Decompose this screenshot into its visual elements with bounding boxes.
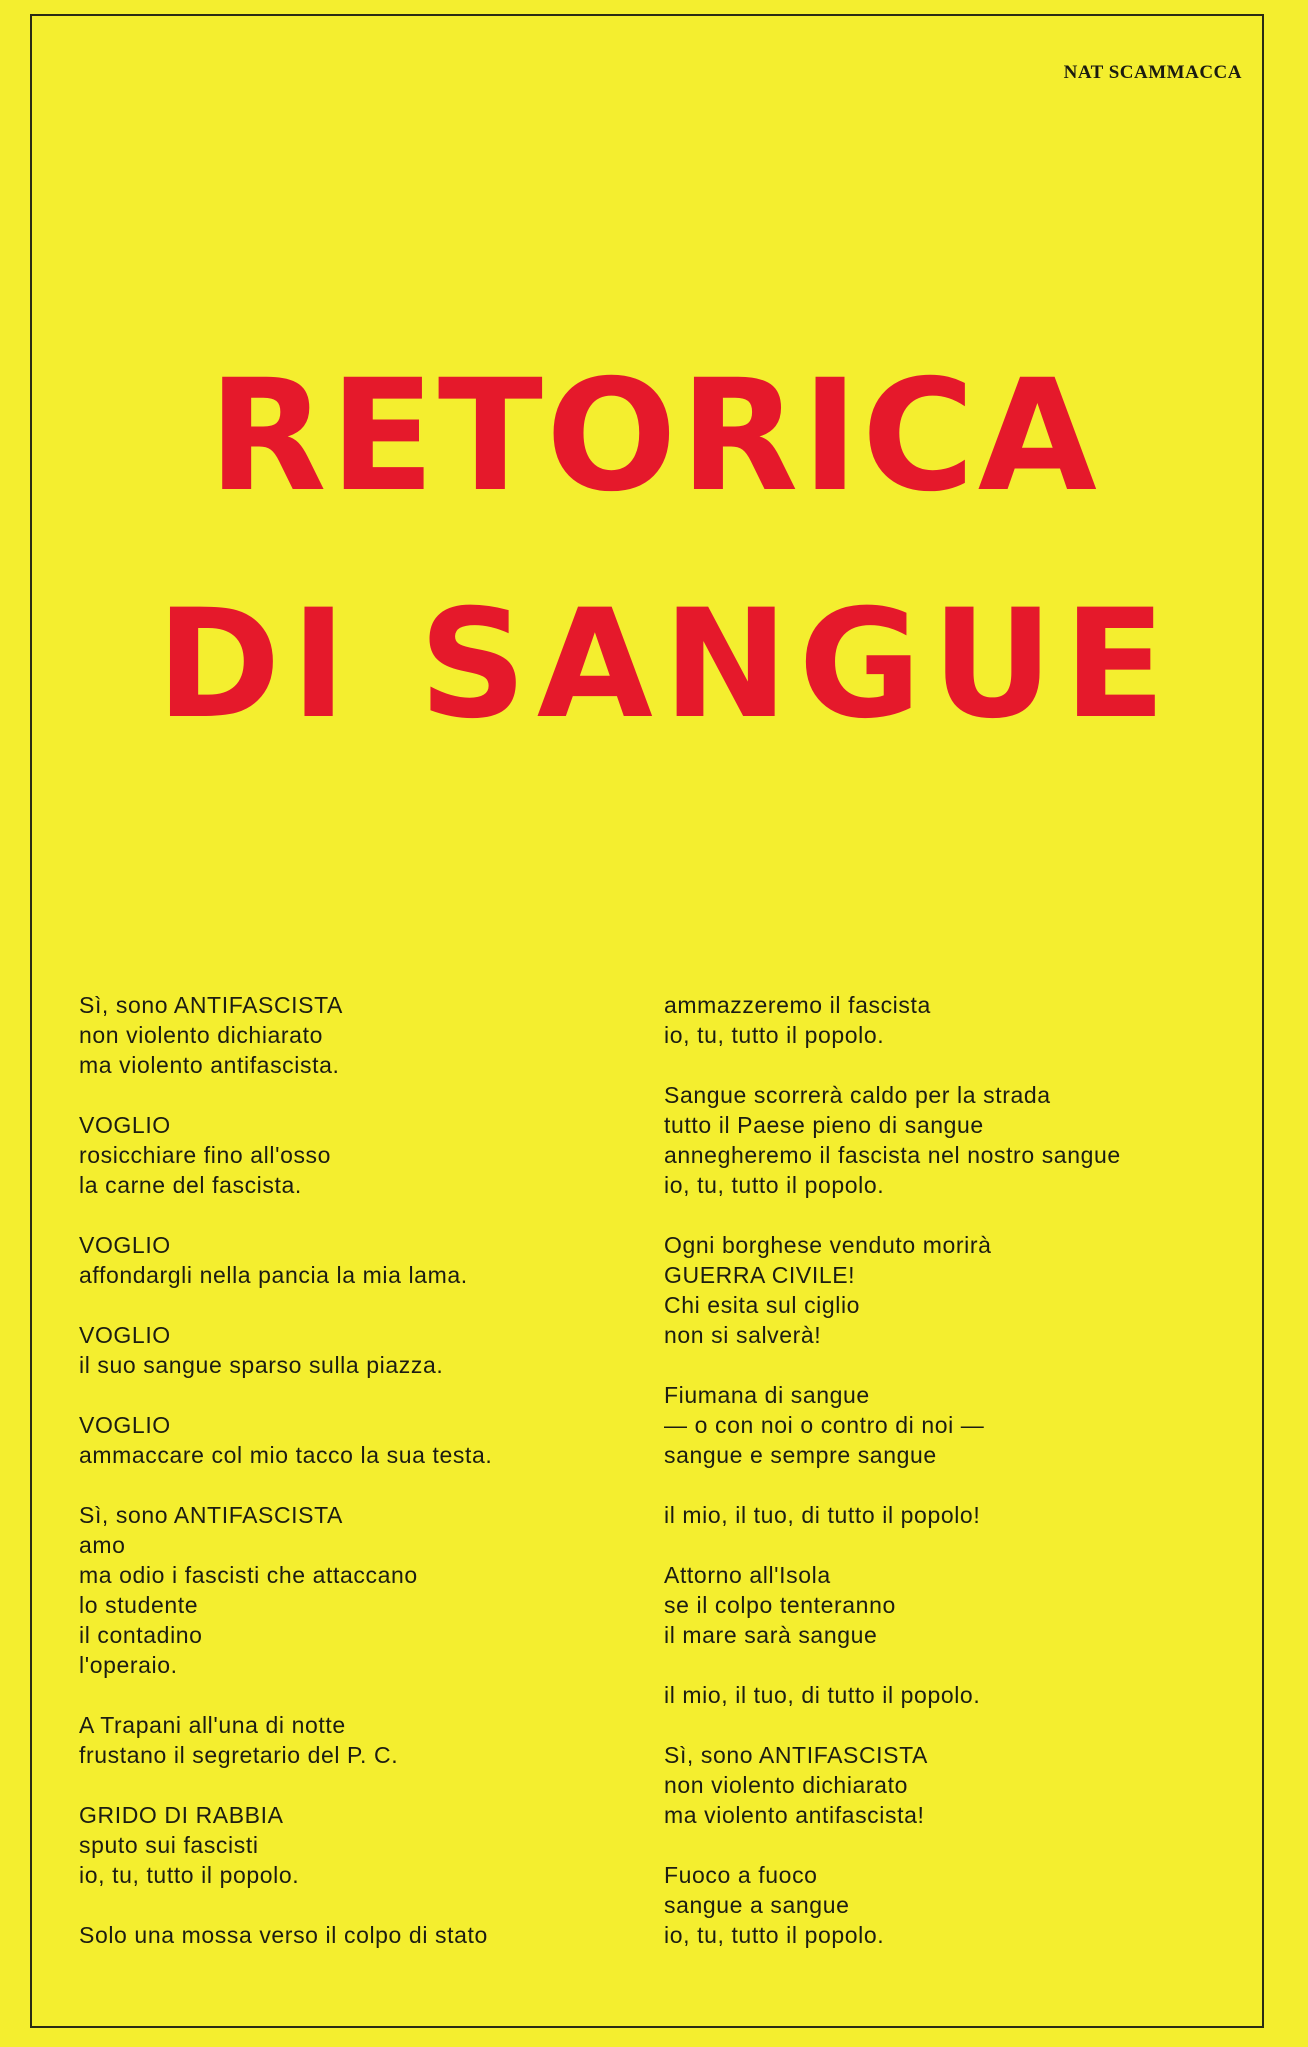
poem-line: tutto il Paese pieno di sangue — [664, 1112, 984, 1138]
poem-line: Sangue scorrerà caldo per la strada — [664, 1082, 1051, 1108]
poem-line: se il colpo tenteranno — [664, 1592, 896, 1618]
poem-line: il mio, il tuo, di tutto il popolo! — [664, 1502, 981, 1528]
poem-line: il mio, il tuo, di tutto il popolo. — [664, 1682, 981, 1708]
poem-line: non si salverà! — [664, 1322, 822, 1348]
poem-stanza — [664, 1680, 1254, 1710]
poem-line: il suo sangue sparso sulla piazza. — [79, 1352, 444, 1378]
poem-line: Ogni borghese venduto morirà — [664, 1232, 992, 1258]
title-line-2: DI SANGUE — [156, 578, 1176, 752]
poem-line: ma violento antifascista! — [664, 1802, 925, 1828]
poem-line: Sì, sono ANTIFASCISTA — [664, 1742, 928, 1768]
poem-column-right — [664, 990, 1254, 1980]
title-line-1: RETORICA — [208, 347, 1100, 526]
poem-stanza — [664, 1860, 1254, 1950]
poem-line: Fiumana di sangue — [664, 1382, 870, 1408]
poem-line: io, tu, tutto il popolo. — [664, 1022, 885, 1048]
poem-column-left — [79, 990, 669, 1980]
poem-stanza — [79, 1230, 669, 1290]
poem-stanza — [79, 1800, 669, 1890]
poem-line: la carne del fascista. — [79, 1172, 302, 1198]
poem-line: A Trapani all'una di notte — [79, 1712, 346, 1738]
poem-line: sangue a sangue — [664, 1892, 850, 1918]
poem-line: ammazzeremo il fascista — [664, 992, 931, 1018]
poem-line: io, tu, tutto il popolo. — [664, 1922, 885, 1948]
poem-line: VOGLIO — [79, 1322, 171, 1348]
poem-stanza — [664, 1500, 1254, 1530]
poem-line: ma odio i fascisti che attaccano — [79, 1562, 418, 1588]
poem-line: GUERRA CIVILE! — [664, 1262, 856, 1288]
author-name: NAT SCAMMACCA — [1063, 62, 1242, 83]
poem-stanza — [79, 1110, 669, 1200]
poem-line: rosicchiare fino all'osso — [79, 1142, 332, 1168]
poem-line: il mare sarà sangue — [664, 1622, 878, 1648]
poem-line: amo — [79, 1532, 126, 1558]
poem-line: l'operaio. — [79, 1652, 178, 1678]
poem-line: sputo sui fascisti — [79, 1832, 259, 1858]
poem-stanza — [664, 1560, 1254, 1650]
poem-stanza — [79, 1320, 669, 1380]
poem-line: Fuoco a fuoco — [664, 1862, 818, 1888]
poem-line: sangue e sempre sangue — [664, 1442, 937, 1468]
poem-stanza — [664, 1380, 1254, 1470]
poem-line: VOGLIO — [79, 1412, 171, 1438]
poem-line: Attorno all'Isola — [664, 1562, 831, 1588]
poem-stanza — [79, 990, 669, 1080]
poem-line: ammaccare col mio tacco la sua testa. — [79, 1442, 493, 1468]
poem-line: VOGLIO — [79, 1232, 171, 1258]
poem-line: Solo una mossa verso il colpo di stato — [79, 1922, 488, 1948]
poem-line: io, tu, tutto il popolo. — [79, 1862, 300, 1888]
poem-line: lo studente — [79, 1592, 199, 1618]
poem-stanza — [79, 1500, 669, 1680]
poem-line: Chi esita sul ciglio — [664, 1292, 861, 1318]
poem-line: — o con noi o contro di noi — — [664, 1412, 985, 1438]
poem-line: GRIDO DI RABBIA — [79, 1802, 284, 1828]
poem-line: non violento dichiarato — [79, 1022, 323, 1048]
poem-line: il contadino — [79, 1622, 203, 1648]
poem-stanza — [664, 990, 1254, 1050]
poem-line: non violento dichiarato — [664, 1772, 908, 1798]
poem-stanza — [664, 1080, 1254, 1200]
poem-line: frustano il segretario del P. C. — [79, 1742, 399, 1768]
poem-line: Sì, sono ANTIFASCISTA — [79, 1502, 343, 1528]
poem-line: affondargli nella pancia la mia lama. — [79, 1262, 468, 1288]
poem-line: Sì, sono ANTIFASCISTA — [79, 992, 343, 1018]
poem-line: io, tu, tutto il popolo. — [664, 1172, 885, 1198]
poem-stanza — [79, 1920, 669, 1950]
poem-stanza — [664, 1230, 1254, 1350]
poem-stanza — [664, 1740, 1254, 1830]
poem-stanza — [79, 1710, 669, 1770]
poem-line: VOGLIO — [79, 1112, 171, 1138]
poem-stanza — [79, 1410, 669, 1470]
poem-line: ma violento antifascista. — [79, 1052, 340, 1078]
poem-line: annegheremo il fascista nel nostro sangue — [664, 1142, 1121, 1168]
